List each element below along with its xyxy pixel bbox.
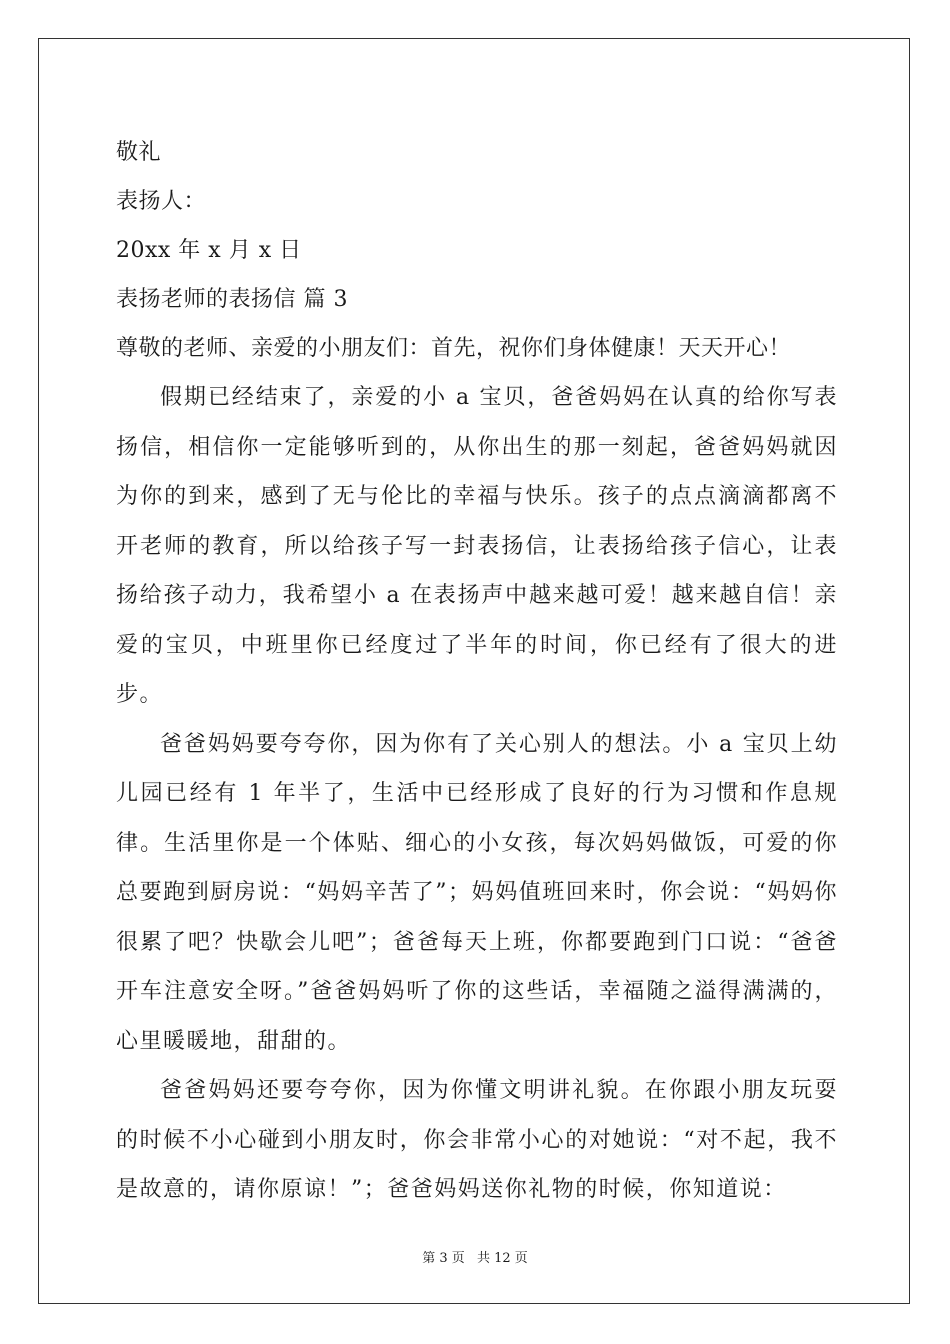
- date-line: 20xx 年 x 月 x 日: [116, 238, 302, 263]
- greeting-line: 尊敬的老师、亲爱的小朋友们：首先，祝你们身体健康！天天开心！: [116, 336, 792, 361]
- page-total: 共 12 页: [476, 1251, 528, 1266]
- closing-salutation: 敬礼: [116, 140, 162, 165]
- signature-label: 表扬人：: [116, 189, 207, 214]
- section-title: 表扬老师的表扬信 篇 3: [116, 287, 348, 312]
- document-body: [116, 128, 838, 1215]
- page-footer: [0, 1247, 950, 1266]
- paragraph-3: 爸爸妈妈还要夸夸你，因为你懂文明讲礼貌。在你跟小朋友玩耍的时候不小心碰到小朋友时，你会非常小心的对她说：“对不起，我不是故意的，请你原谅！”；爸爸妈妈送你礼物的时候，你知道说：: [116, 1078, 838, 1202]
- page-number: 第 3 页: [422, 1251, 465, 1266]
- letter-body: [116, 373, 838, 1215]
- paragraph-2: 爸爸妈妈要夸夸你，因为你有了关心别人的想法。小 a 宝贝上幼儿园已经有 1 年半了，生活中已经形成了良好的行为习惯和作息规律。生活里你是一个体贴、细心的小女孩，每次妈妈做饭，可爱的你总要跑到厨房说：“妈妈辛苦了”；妈妈值班回来时，你会说：“妈妈你很累了吧？快歇会儿吧”；爸爸每天上班，你都要跑到门口说：“爸爸开车注意安全呀。”爸爸妈妈听了你的这些话，幸福随之溢得满满的，心里暖暖地，甜甜的。: [116, 731, 838, 1054]
- paragraph-1: 假期已经结束了，亲爱的小 a 宝贝，爸爸妈妈在认真的给你写表扬信，相信你一定能够听到的，从你出生的那一刻起，爸爸妈妈就因为你的到来，感到了无与伦比的幸福与快乐。孩子的点点滴滴都离不开老师的教育，所以给孩子写一封表扬信，让表扬给孩子信心，让表扬给孩子动力，我希望小 a 在表扬声中越来越可爱！越来越自信！亲爱的宝贝，中班里你已经度过了半年的时间，你已经有了很大的进步。: [116, 385, 838, 707]
